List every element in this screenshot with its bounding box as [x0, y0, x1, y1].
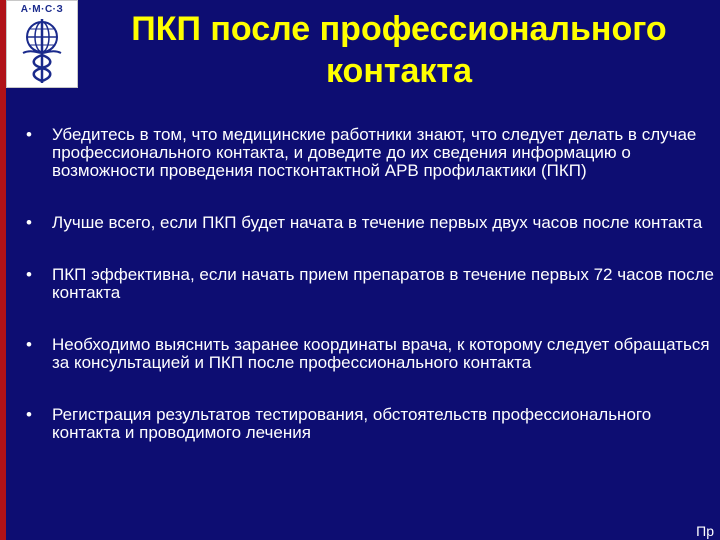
- amsz-logo: [6, 0, 78, 88]
- bullet-text: ПКП эффективна, если начать прием препаратов в течение первых 72 часов после контакта: [52, 265, 714, 302]
- bullet-text: Убедитесь в том, что медицинские работники знают, что следует делать в случае профессионального контакта, и доведите до их сведения информацию о возможности проведения постконтактной АРВ профилактики (ПКП): [52, 125, 697, 180]
- bullet-text: Необходимо выяснить заранее координаты врача, к которому следует обращаться за консультацией и ПКП после профессионального контакта: [52, 335, 710, 372]
- bullet-item: [20, 126, 718, 180]
- bullet-list: [20, 126, 718, 442]
- bullet-item: [20, 336, 718, 372]
- bullet-dot: •: [26, 335, 32, 354]
- bullet-item: [20, 266, 718, 302]
- bullet-item: [20, 214, 718, 232]
- caduceus-globe-icon: [13, 17, 71, 85]
- bullet-item: [20, 406, 718, 442]
- bullet-text: Лучше всего, если ПКП будет начата в течение первых двух часов после контакта: [52, 213, 703, 232]
- logo-text: А·М·С·З: [20, 4, 64, 15]
- bullet-dot: •: [26, 213, 32, 232]
- bullet-text: Регистрация результатов тестирования, обстоятельств профессионального контакта и проводимого лечения: [52, 405, 652, 442]
- slide-title: ПКП после профессионального контакта: [131, 10, 667, 90]
- bullet-dot: •: [26, 405, 32, 424]
- bullet-dot: •: [26, 125, 32, 144]
- page-number: Пр: [696, 524, 714, 539]
- bullet-dot: •: [26, 265, 32, 284]
